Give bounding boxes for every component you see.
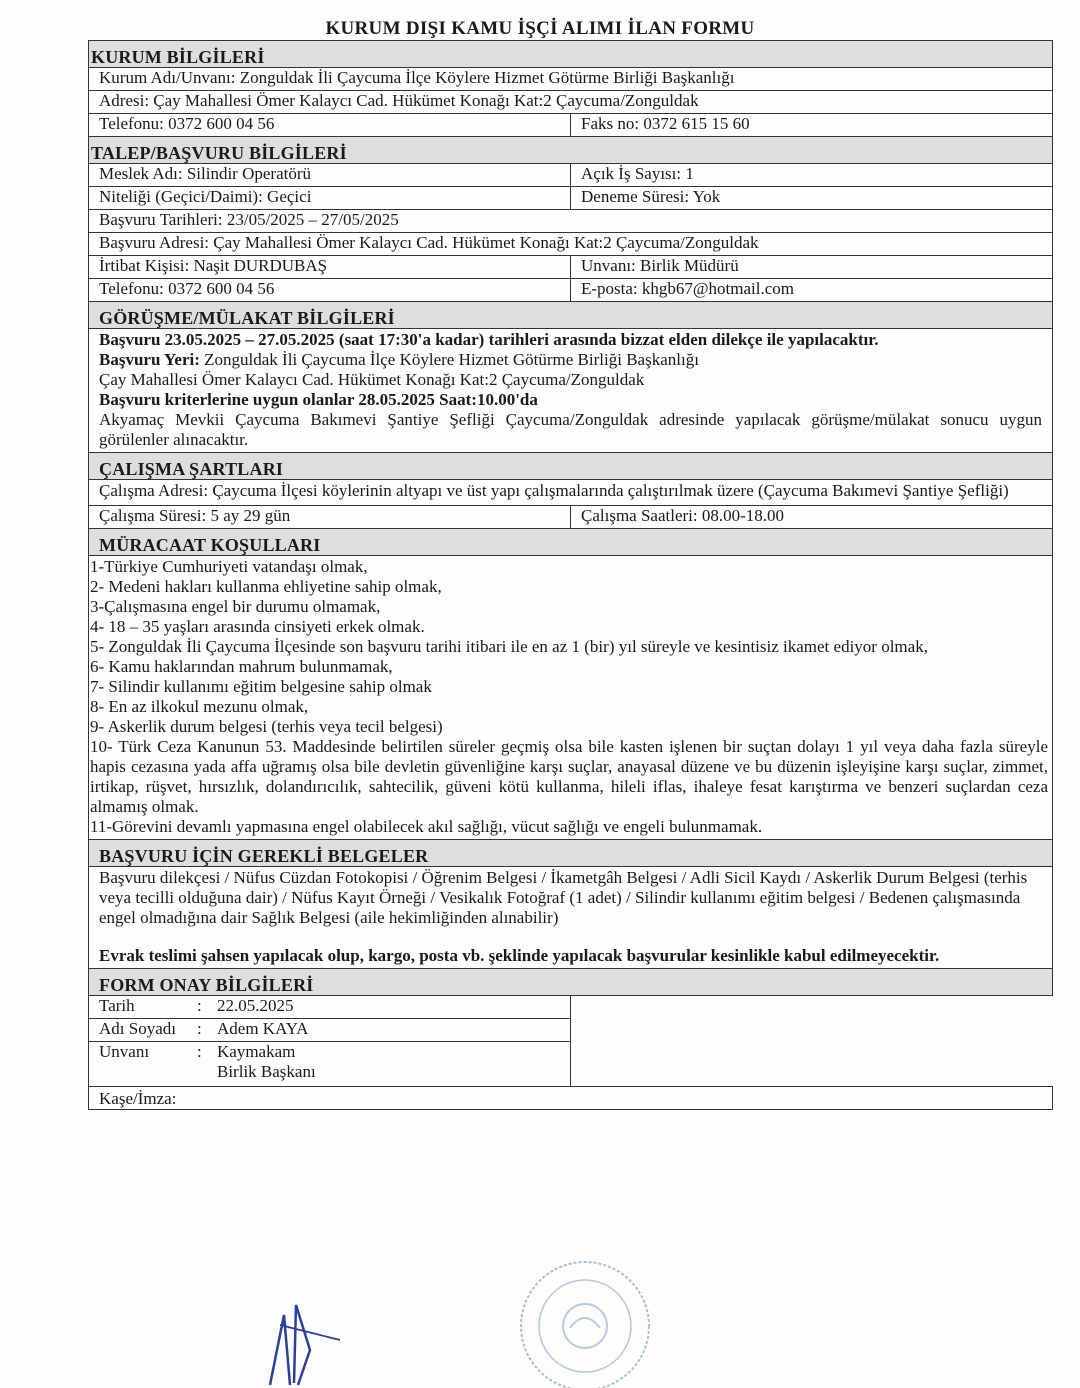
list-item: 2- Medeni hakları kullanma ehliyetine sahip olmak, [90,577,442,596]
section-muracaat [89,529,1053,556]
basvuru-yeri: Başvuru Yeri: Zonguldak İli Çaycuma İlçe Köylere Hizmet Götürme Birliği Başkanlığı [99,350,699,369]
section-heading: ÇALIŞMA ŞARTLARI [89,453,1053,480]
basvuru-adresi: Başvuru Adresi: Çay Mahallesi Ömer Kalaycı Cad. Hükümet Konağı Kat:2 Çaycuma/Zonguldak [89,233,1053,256]
irtibat-eposta[interactable]: E-posta: khgb67@hotmail.com [571,279,1053,302]
list-item: 3-Çalışmasına engel bir durumu olmamak, [90,597,381,616]
irtibat-unvani: Unvanı: Birlik Müdürü [571,256,1053,279]
irtibat-kisisi: İrtibat Kişisi: Naşit DURDUBAŞ [89,256,571,279]
section-heading: GÖRÜŞME/MÜLAKAT BİLGİLERİ [89,302,1053,329]
mulakat-yeri: Akyamaç Mevkii Çaycuma Bakımevi Şantiye Şefliği Çaycuma/Zonguldak adresinde yapılacak görüşme/mülakat sonucu uygun görülenler alınacaktır. [99,410,1042,449]
gorusme-details [89,329,1053,453]
calisma-suresi: Çalışma Süresi: 5 ay 29 gün [89,506,571,529]
kurum-phone: Telefonu: 0372 600 04 56 [89,114,571,137]
official-seal-icon [490,1248,670,1388]
list-item: 7- Silindir kullanımı eğitim belgesine sahip olmak [90,677,432,696]
calisma-adresi: Çalışma Adresi: Çaycuma İlçesi köylerinin altyapı ve üst yapı çalışmalarında çalıştırılmak üzere (Çaycuma Bakımevi Şantiye Şefliği) [89,480,1053,506]
section-gorusme [89,302,1053,329]
section-heading: FORM ONAY BİLGİLERİ [89,969,1053,996]
onay-tarih: Tarih : 22.05.2025 [89,996,571,1019]
belgeler-note: Evrak teslimi şahsen yapılacak olup, kargo, posta vb. şeklinde yapılacak başvurular kesinlikle kabul edilmeyecektir. [99,946,940,965]
kurum-fax: Faks no: 0372 615 15 60 [571,114,1053,137]
list-item: 8- En az ilkokul mezunu olmak, [90,697,309,716]
section-onay [89,969,1053,996]
muracaat-list [89,556,1053,840]
gorusme-line1: Başvuru 23.05.2025 – 27.05.2025 (saat 17:30'a kadar) tarihleri arasında bizzat elden dilekçe ile yapılacaktır. [99,330,879,349]
list-item: 5- Zonguldak İli Çaycuma İlçesinde son başvuru tarihi itibari ile en az 1 (bir) yıl süreyle ve kesintisiz ikamet ediyor olmak, [90,637,928,656]
belgeler-content [89,867,1053,969]
kurum-address: Adresi: Çay Mahallesi Ömer Kalaycı Cad. Hükümet Konağı Kat:2 Çaycuma/Zonguldak [89,91,1053,114]
kurum-name: Kurum Adı/Unvanı: Zonguldak İli Çaycuma İlçe Köylere Hizmet Götürme Birliği Başkanlığı [89,68,1053,91]
section-heading: TALEP/BAŞVURU BİLGİLERİ [89,137,1053,164]
section-heading: MÜRACAAT KOŞULLARI [89,529,1053,556]
meslek-adi: Meslek Adı: Silindir Operatörü [89,164,571,187]
irtibat-telefon: Telefonu: 0372 600 04 56 [89,279,571,302]
section-calisma [89,453,1053,480]
list-item: 1-Türkiye Cumhuriyeti vatandaşı olmak, [90,557,368,576]
basvuru-yeri-adres: Çay Mahallesi Ömer Kalaycı Cad. Hükümet Konağı Kat:2 Çaycuma/Zonguldak [99,370,645,389]
list-item: 9- Askerlik durum belgesi (terhis veya tecil belgesi) [90,717,443,736]
list-item: 6- Kamu haklarından mahrum bulunmamak, [90,657,393,676]
acik-is-sayisi: Açık İş Sayısı: 1 [571,164,1053,187]
belgeler-text: Başvuru dilekçesi / Nüfus Cüzdan Fotokopisi / Öğrenim Belgesi / İkametgâh Belgesi / Adli Sicil Kaydı / Askerlik Durum Belgesi (terhis veya tecilli olduğuna dair) / Nüfus Kayıt Örneği / Vesikalık Fotoğraf (1 adet) / Silindir kullanımı eğitim belgesi / Bedenen çalışmasında engel olmadığına dair Sağlık Belgesi (aile hekimliğinden alınabilir) [99,868,1028,927]
list-item: 4- 18 – 35 yaşları arasında cinsiyeti erkek olmak. [90,617,425,636]
onay-unvan: Unvanı : Kaymakam Birlik Başkanı [89,1042,571,1087]
signature-icon [250,1295,370,1388]
kase-imza: Kaşe/İmza: [89,1087,1053,1110]
section-talep [89,137,1053,164]
deneme-suresi: Deneme Süresi: Yok [571,187,1053,210]
section-heading: BAŞVURU İÇİN GEREKLİ BELGELER [89,840,1053,867]
calisma-saatleri: Çalışma Saatleri: 08.00-18.00 [571,506,1053,529]
announcement-form [88,40,1053,1110]
list-item: 11-Görevini devamlı yapmasına engel olabilecek akıl sağlığı, vücut sağlığı ve engeli bulunmamak. [90,817,763,836]
kriter-line: Başvuru kriterlerine uygun olanlar 28.05.2025 Saat:10.00'da [99,390,538,409]
list-item: 10- Türk Ceza Kanunun 53. Maddesinde belirtilen süreler geçmiş olsa bile kasten işlenen bir suçtan dolayı 1 yıl veya daha fazla süreyle hapis cezasına yada affa uğramış olsa bile devletin güvenliğine karşı suçlar, anayasal düzene ve bu düzenin işleyişine karşı suçlar, zimmet, irtikap, rüşvet, hırsızlık, dolandırıcılık, sahtecilik, güveni kötü kullanma, hileli iflas, ihaleye fesat karıştırma ve benzeri suçlardan ceza almamış olmak. [90,737,1048,816]
basvuru-tarihleri: Başvuru Tarihleri: 23/05/2025 – 27/05/2025 [89,210,1053,233]
section-belgeler [89,840,1053,867]
section-kurum [89,41,1053,68]
form-title: KURUM DIŞI KAMU İŞÇİ ALIMI İLAN FORMU [325,18,755,39]
section-heading: KURUM BİLGİLERİ [89,41,1053,68]
niteligi: Niteliği (Geçici/Daimi): Geçici [89,187,571,210]
onay-adsoyad: Adı Soyadı : Adem KAYA [89,1019,571,1042]
